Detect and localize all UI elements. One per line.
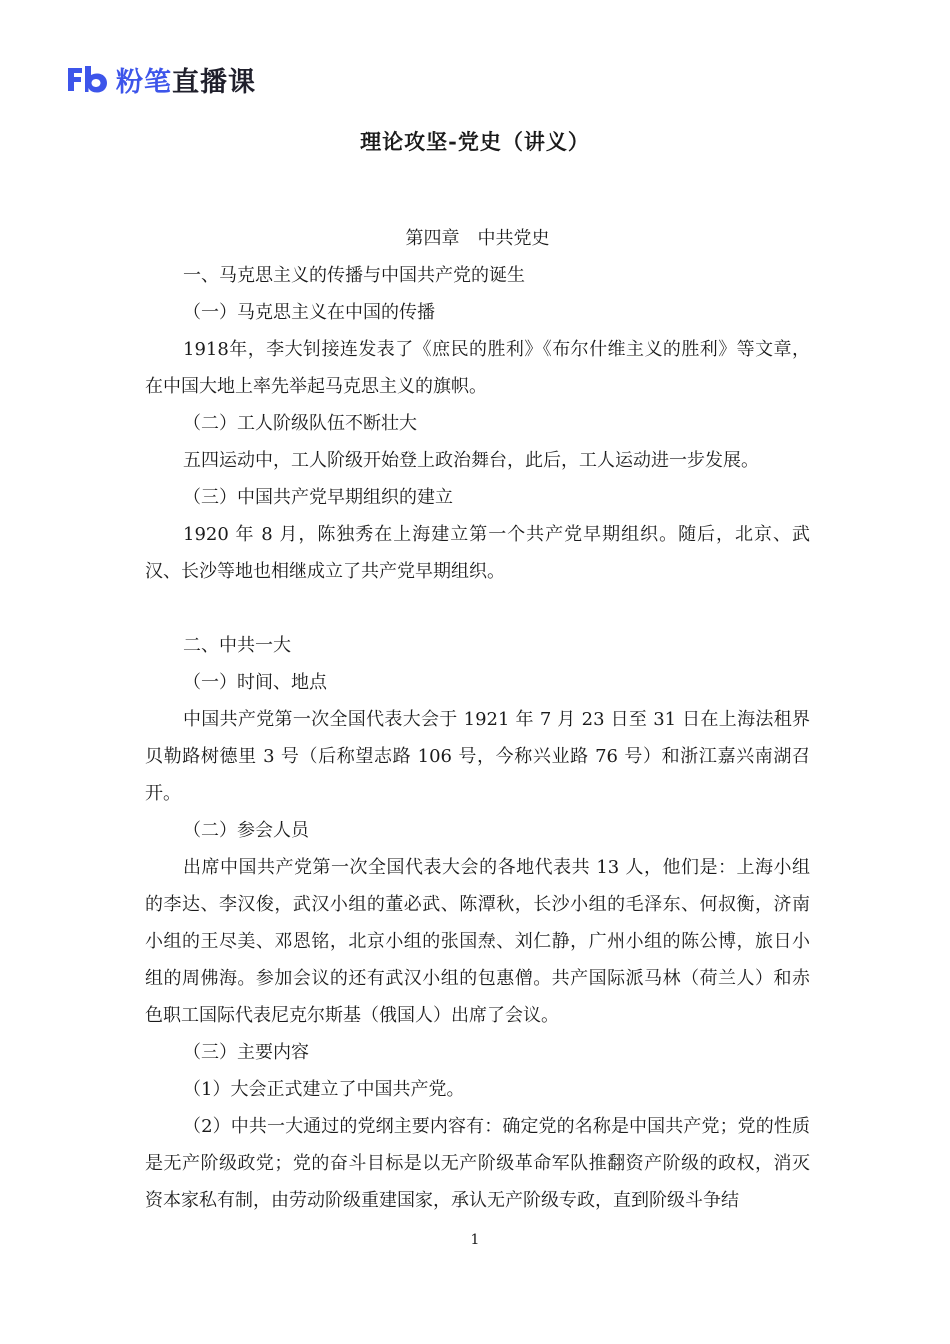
chapter-name: 中共党史 [477, 228, 550, 249]
subsection-heading: （三）中国共产党早期组织的建立 [183, 487, 453, 508]
chapter-number: 第四章 [405, 228, 460, 249]
paragraph: 五四运动中，工人阶级开始登上政治舞台，此后，工人运动进一步发展。 [183, 450, 759, 471]
paragraph: 1920 年 8 月，陈独秀在上海建立第一个共产党早期组织。随后，北京、武汉、长沙等地也相继成立了共产党早期组织。 [145, 524, 810, 582]
subsection-heading: （二）参会人员 [183, 820, 309, 841]
subsection-heading: （三）主要内容 [183, 1042, 309, 1063]
fb-logo-icon [66, 64, 110, 94]
logo-product-text: 直播课 [172, 66, 256, 98]
logo-wordmark [116, 60, 256, 99]
section-heading: 二、中共一大 [183, 635, 291, 656]
subsection-heading: （一）时间、地点 [183, 672, 327, 693]
document-body [145, 220, 810, 1219]
paragraph: 1918年，李大钊接连发表了《庶民的胜利》《布尔什维主义的胜利》等文章，在中国大地上率先举起马克思主义的旗帜。 [145, 339, 810, 397]
paragraph: 出席中国共产党第一次全国代表大会的各地代表共 13 人，他们是：上海小组的李达、李汉俊，武汉小组的董必武、陈潭秋，长沙小组的毛泽东、何叔衡，济南小组的王尽美、邓恩铭，北京小组的张国焘、刘仁静，广州小组的陈公博，旅日小组的周佛海。参加会议的还有武汉小组的包惠僧。共产国际派马林（荷兰人）和赤色职工国际代表尼克尔斯基（俄国人）出席了会议。 [145, 857, 810, 1026]
list-item: （1）大会正式建立了中国共产党。 [183, 1079, 465, 1100]
section-heading: 一、马克思主义的传播与中国共产党的诞生 [183, 265, 525, 286]
page-number: 1 [470, 1232, 480, 1248]
logo-brand-text: 粉笔 [116, 66, 172, 98]
document-title: 理论攻坚-党史（讲义） [360, 129, 590, 154]
list-item: （2）中共一大通过的党纲主要内容有：确定党的名称是中国共产党；党的性质是无产阶级政党；党的奋斗目标是以无产阶级革命军队推翻资产阶级的政权，消灭资本家私有制，由劳动阶级重建国家，承认无产阶级专政，直到阶级斗争结 [145, 1116, 810, 1211]
paragraph: 中国共产党第一次全国代表大会于 1921 年 7 月 23 日至 31 日在上海法租界贝勒路树德里 3 号（后称望志路 106 号，今称兴业路 76 号）和浙江嘉兴南湖召开。 [145, 709, 810, 804]
chapter-heading [145, 220, 810, 257]
brand-logo [66, 62, 256, 96]
subsection-heading: （二）工人阶级队伍不断壮大 [183, 413, 417, 434]
subsection-heading: （一）马克思主义在中国的传播 [183, 302, 435, 323]
spacer [145, 590, 810, 627]
